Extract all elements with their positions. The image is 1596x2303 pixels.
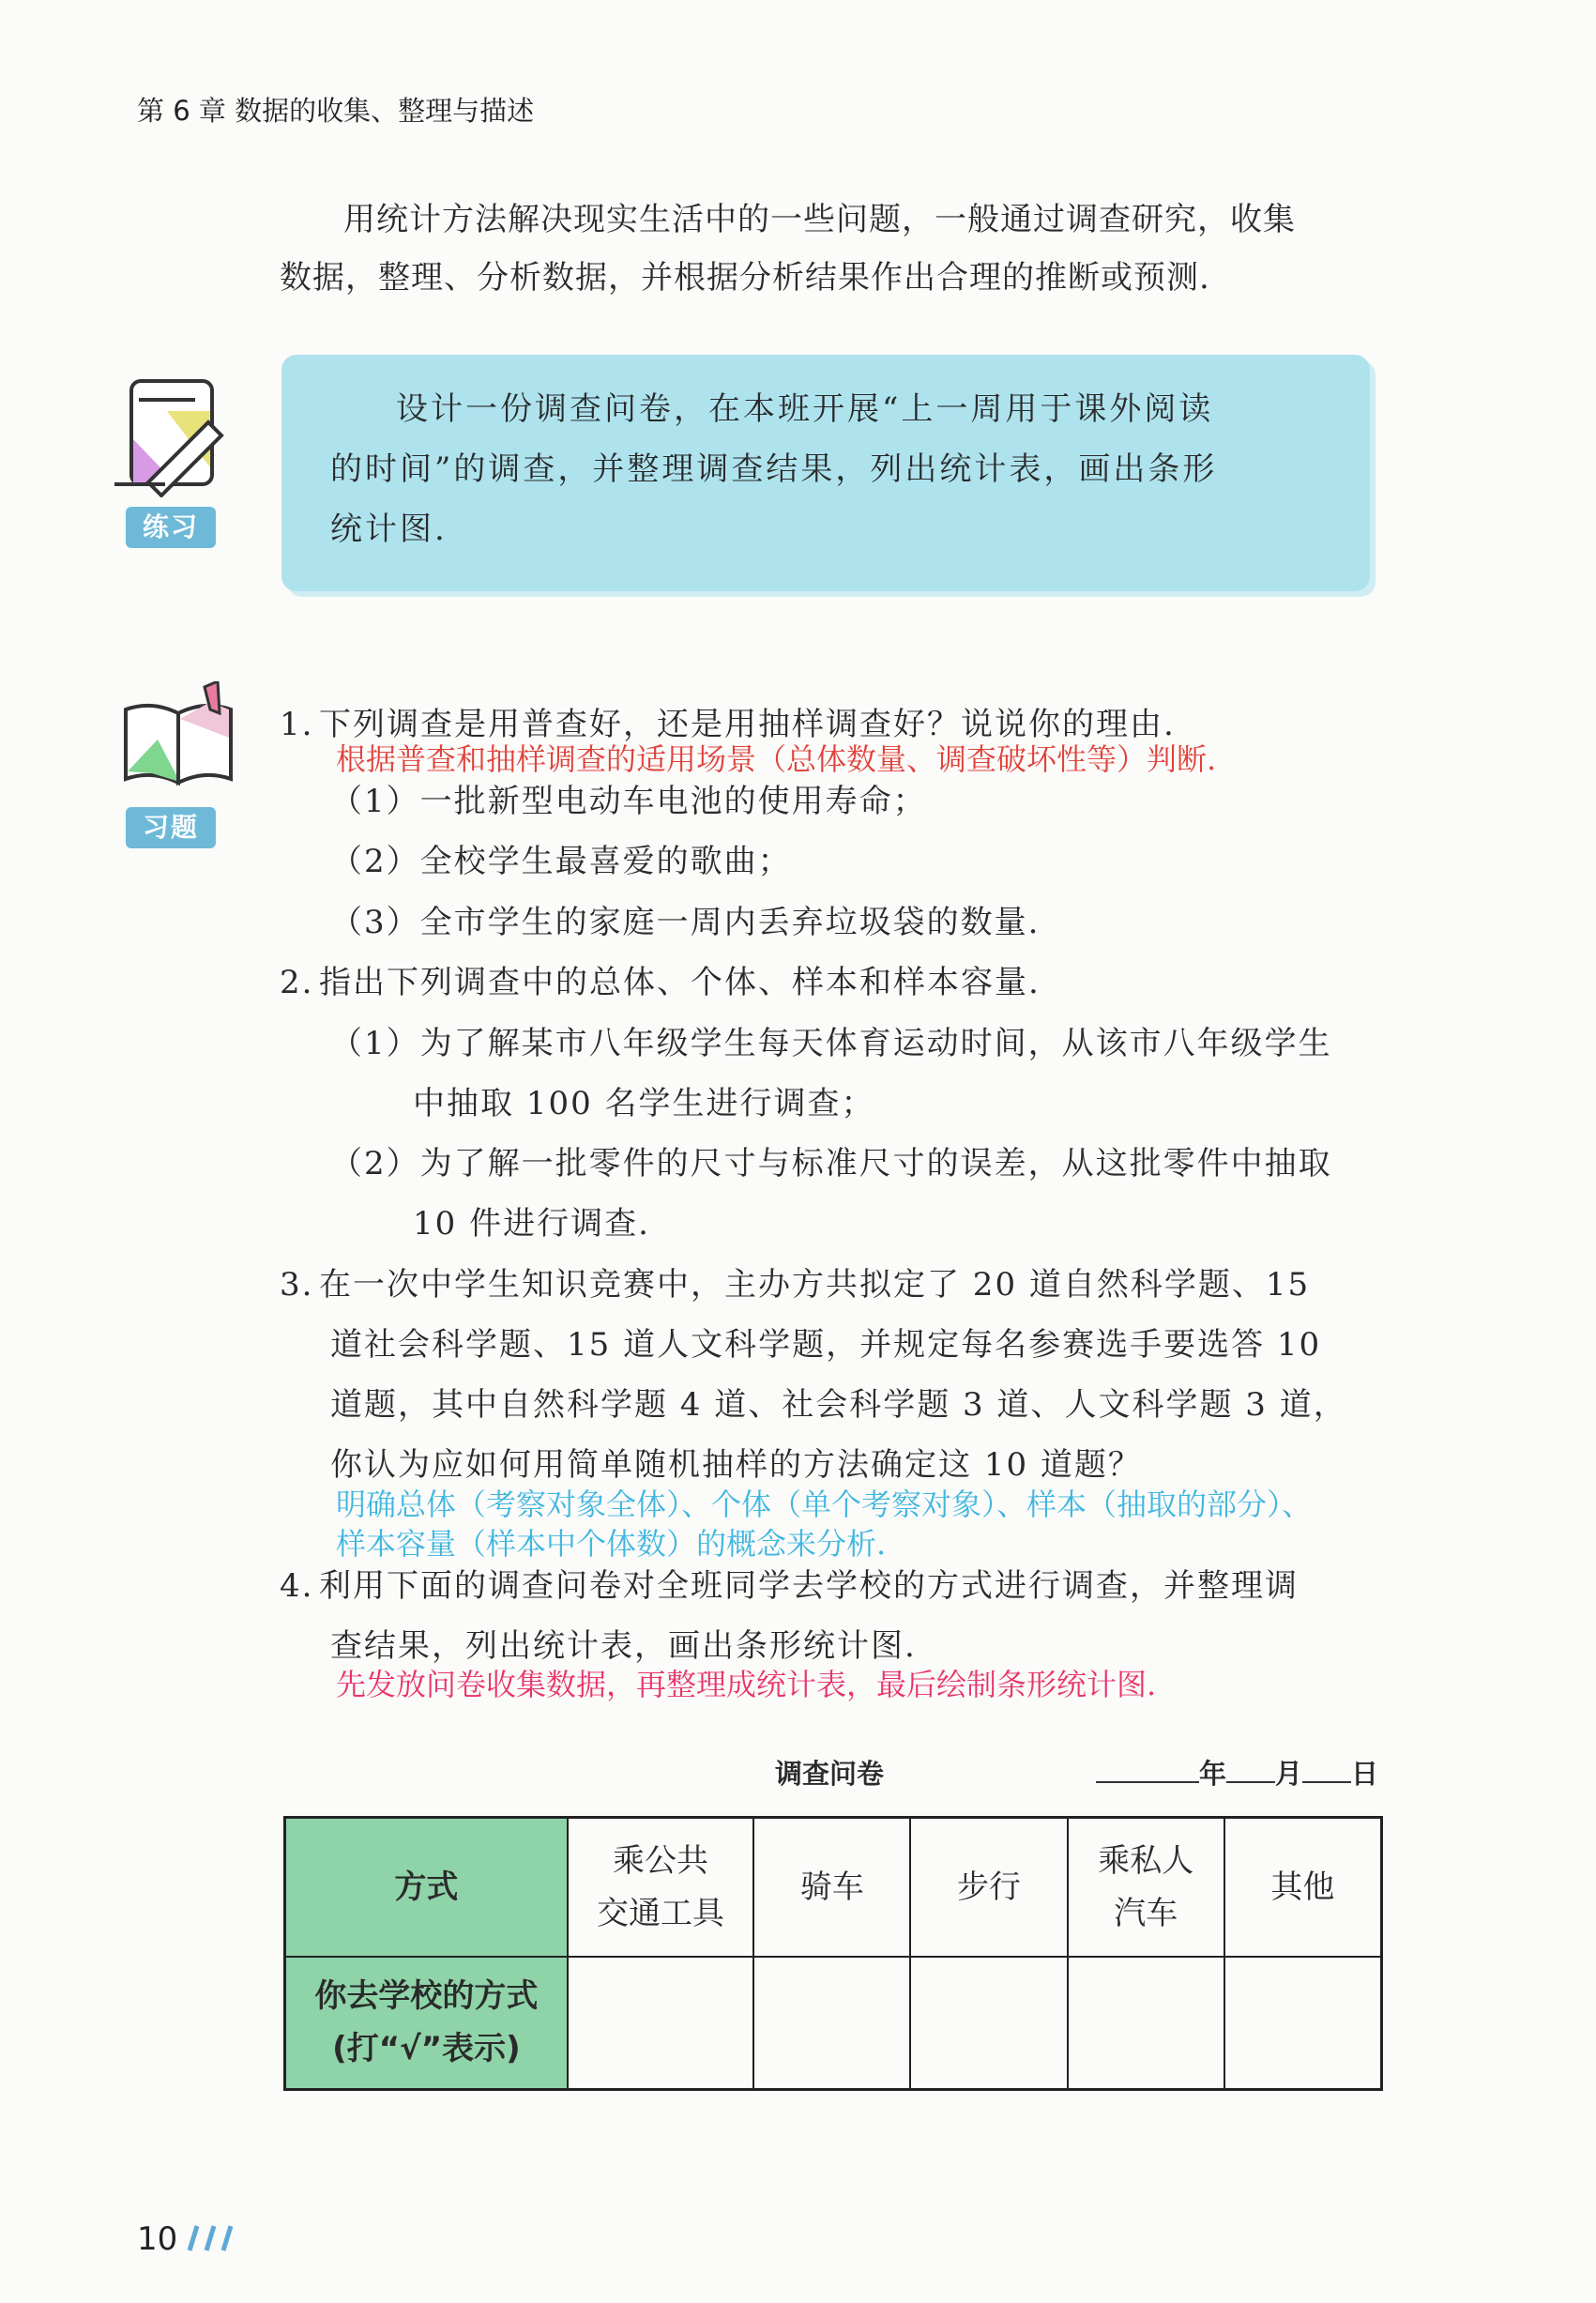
question-1-item-1: （1）一批新型电动车电池的使用寿命； bbox=[330, 783, 927, 820]
answer-row-label-line-1: 你去学校的方式 bbox=[314, 1977, 539, 2016]
question-2 bbox=[280, 956, 1041, 1002]
option-private-car bbox=[1068, 1818, 1224, 1957]
question-2-number: 2. bbox=[280, 964, 314, 1001]
method-header-cell: 方式 bbox=[285, 1818, 568, 1957]
question-4-text-1: 利用下面的调查问卷对全班同学去学校的方式进行调查，并整理调 bbox=[319, 1567, 1299, 1605]
question-1-text: 下列调查是用普查好，还是用抽样调查好？说说你的理由. bbox=[319, 706, 1176, 743]
practice-text bbox=[330, 379, 1315, 559]
option-public-transport-line-2: 交通工具 bbox=[597, 1894, 725, 1932]
practice-notebook-icon bbox=[111, 374, 233, 501]
question-4-note: 先发放问卷收集数据，再整理成统计表，最后绘制条形统计图. bbox=[336, 1667, 1157, 1702]
survey-answer-row bbox=[285, 1957, 1382, 2090]
option-public-transport-line-1: 乘公共 bbox=[613, 1841, 709, 1880]
question-2-text: 指出下列调查中的总体、个体、样本和样本容量. bbox=[319, 964, 1041, 1001]
survey-title: 调查问卷 bbox=[775, 1758, 885, 1790]
question-3-note-2: 样本容量（样本中个体数）的概念来分析. bbox=[336, 1526, 887, 1562]
year-blank[interactable] bbox=[1096, 1753, 1199, 1783]
question-1-item-2: （2）全校学生最喜爱的歌曲； bbox=[330, 843, 792, 880]
page-number: 10 bbox=[137, 2220, 178, 2258]
question-3-line-1 bbox=[280, 1258, 1310, 1304]
exercises-book-icon bbox=[120, 681, 240, 796]
question-2-item-2-line-1: （2）为了解一批零件的尺寸与标准尺寸的误差，从这批零件中抽取 bbox=[330, 1145, 1332, 1182]
question-1-note: 根据普查和抽样调查的适用场景（总体数量、调查破坏性等）判断. bbox=[336, 741, 1217, 777]
intro-line-1: 用统计方法解决现实生活中的一些问题，一般通过调查研究，收集 bbox=[343, 201, 1296, 238]
answer-cell-private-car[interactable] bbox=[1068, 1957, 1224, 2090]
page-decoration-slashes-icon bbox=[178, 2222, 244, 2258]
question-3-line-2: 道社会科学题、15 道人文科学题，并规定每名参赛选手要选答 10 bbox=[330, 1326, 1322, 1364]
question-3-line-4: 你认为应如何用简单随机抽样的方法确定这 10 道题？ bbox=[330, 1446, 1142, 1484]
question-4-number: 4. bbox=[280, 1567, 314, 1605]
question-3-line-3: 道题，其中自然科学题 4 道、社会科学题 3 道、人文科学题 3 道， bbox=[330, 1386, 1347, 1424]
question-3-number: 3. bbox=[280, 1266, 314, 1304]
option-walk: 步行 bbox=[910, 1818, 1067, 1957]
day-label: 日 bbox=[1351, 1758, 1379, 1790]
question-2-item-1-line-2: 中抽取 100 名学生进行调查； bbox=[413, 1085, 875, 1122]
year-label: 年 bbox=[1199, 1758, 1227, 1790]
question-4-line-2: 查结果，列出统计表，画出条形统计图. bbox=[330, 1627, 917, 1665]
answer-cell-public-transport[interactable] bbox=[568, 1957, 753, 2090]
survey-date-line bbox=[1096, 1753, 1378, 1792]
answer-cell-other[interactable] bbox=[1224, 1957, 1382, 2090]
option-other: 其他 bbox=[1224, 1818, 1382, 1957]
survey-table bbox=[283, 1816, 1383, 2091]
question-3-text-1: 在一次中学生知识竞赛中，主办方共拟定了 20 道自然科学题、15 bbox=[319, 1266, 1311, 1304]
practice-line-3: 统计图. bbox=[330, 511, 448, 548]
day-blank[interactable] bbox=[1302, 1753, 1351, 1783]
question-3-note-1: 明确总体（考察对象全体）、个体（单个考察对象）、样本（抽取的部分）、 bbox=[336, 1487, 1313, 1522]
answer-row-label-line-2: (打“√”表示) bbox=[332, 2030, 521, 2068]
question-4-line-1 bbox=[280, 1560, 1299, 1606]
answer-cell-bike[interactable] bbox=[753, 1957, 910, 2090]
practice-line-2: 的时间”的调查，并整理调查结果，列出统计表，画出条形 bbox=[330, 450, 1218, 488]
month-blank[interactable] bbox=[1226, 1753, 1275, 1783]
option-public-transport bbox=[568, 1818, 753, 1957]
practice-badge: 练习 bbox=[126, 507, 216, 548]
question-2-item-2-line-2: 10 件进行调查. bbox=[413, 1205, 650, 1243]
practice-line-1: 设计一份调查问卷，在本班开展“上一周用于课外阅读 bbox=[396, 390, 1214, 428]
option-bike: 骑车 bbox=[753, 1818, 910, 1957]
intro-paragraph bbox=[280, 191, 1387, 307]
option-private-car-line-2: 汽车 bbox=[1114, 1894, 1178, 1932]
exercises-badge: 习题 bbox=[126, 807, 216, 848]
intro-line-2: 数据，整理、分析数据，并根据分析结果作出合理的推断或预测. bbox=[280, 259, 1210, 297]
month-label: 月 bbox=[1275, 1758, 1303, 1790]
question-2-item-1-line-1: （1）为了解某市八年级学生每天体育运动时间，从该市八年级学生 bbox=[330, 1025, 1332, 1062]
answer-row-label bbox=[285, 1957, 568, 2090]
question-1-number: 1. bbox=[280, 706, 314, 743]
question-1-item-3: （3）全市学生的家庭一周内丢弃垃圾袋的数量. bbox=[330, 904, 1041, 941]
chapter-header: 第 6 章 数据的收集、整理与描述 bbox=[137, 95, 535, 127]
option-private-car-line-1: 乘私人 bbox=[1098, 1841, 1194, 1880]
answer-cell-walk[interactable] bbox=[910, 1957, 1067, 2090]
survey-header-row bbox=[285, 1818, 1382, 1957]
